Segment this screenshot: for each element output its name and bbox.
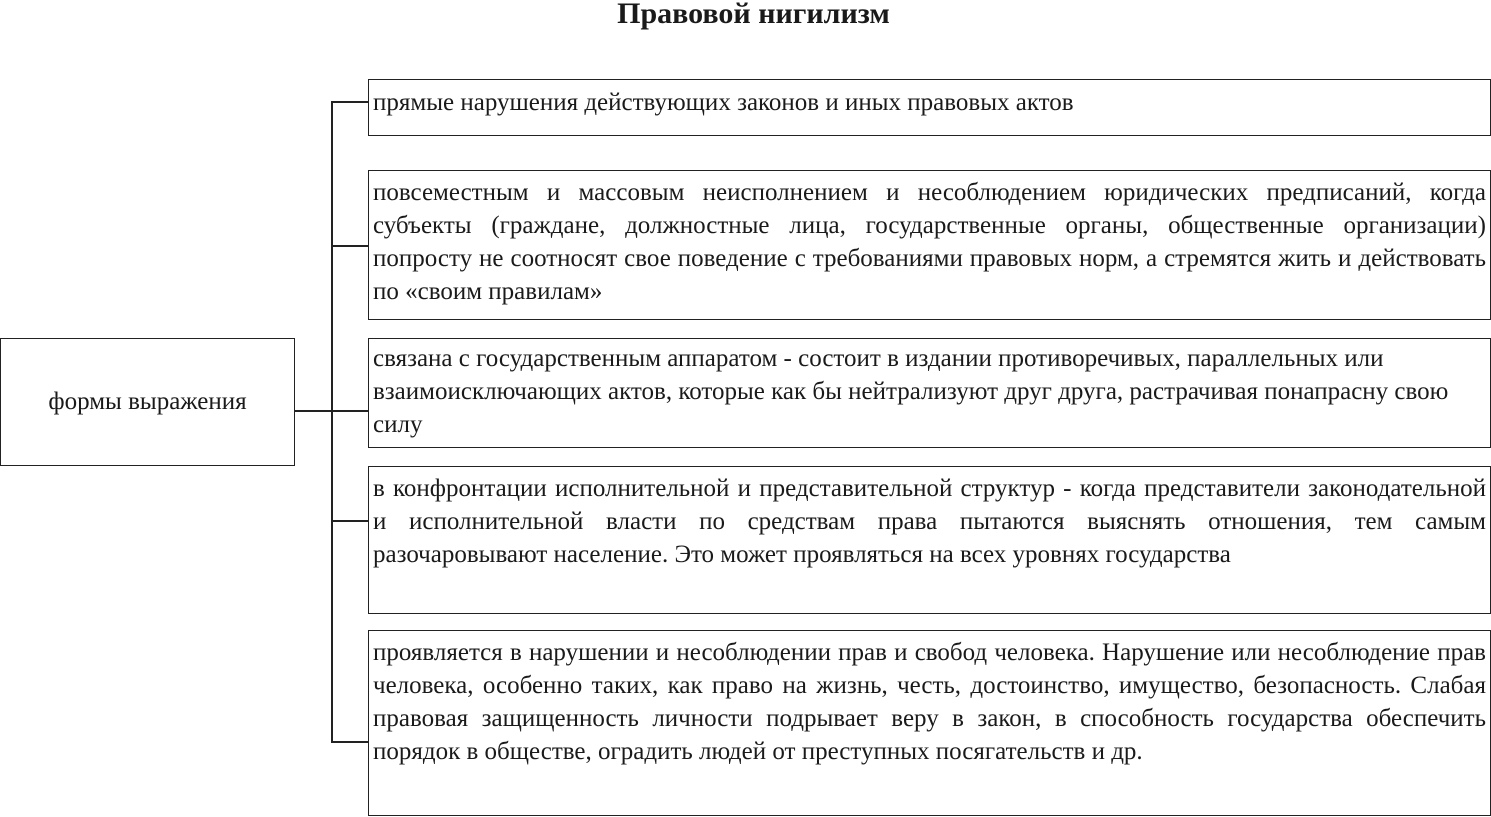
connector-spine <box>331 101 333 742</box>
connector-root <box>295 410 332 412</box>
form-item-text-5: проявляется в нарушении и несоблюдении прав и свобод человека. Нарушение или несоблюдение прав человека, особенно таких, как право на жизнь, честь, достоинство, имущество, безопасность. Слабая правовая защищенность личности подрывает веру в закон, в способность государства обеспечить порядок в обществе, оградить людей от преступных посягательств и др. <box>373 639 1486 765</box>
form-item-box-4 <box>368 466 1491 614</box>
connector-item-3 <box>331 410 369 412</box>
connector-item-5 <box>331 741 369 743</box>
form-item-box-3 <box>368 338 1491 448</box>
form-item-box-1 <box>368 79 1491 136</box>
root-node-box <box>0 338 295 466</box>
connector-item-1 <box>331 101 369 103</box>
form-item-text-4: в конфронтации исполнительной и представительной структур - когда представители законодательной и исполнительной власти по средствам права пытаются выяснять отношения, тем самым разочаровывают население. Это может проявляться на всех уровнях государства <box>373 475 1486 568</box>
connector-item-4 <box>331 520 369 522</box>
form-item-box-2 <box>368 170 1491 320</box>
connector-item-2 <box>331 245 369 247</box>
form-item-text-3: связана с государственным аппаратом - состоит в издании противоречивых, параллельных или взаимоисключающих актов, которые как бы нейтрализуют друг друга, растрачивая понапрасну свою силу <box>373 345 1449 438</box>
root-node-label: формы выражения <box>48 388 247 415</box>
diagram-title: Правовой нигилизм <box>617 0 890 30</box>
form-item-text-2: повсеместным и массовым неисполнением и несоблюдением юридических предписаний, когда субъекты (граждане, должностные лица, государственные органы, общественные организации) попросту не соотносят свое поведение с требованиями правовых норм, а стремятся жить и действовать по «своим правилам» <box>373 179 1486 305</box>
form-item-box-5 <box>368 630 1491 816</box>
form-item-text-1: прямые нарушения действующих законов и иных правовых актов <box>373 89 1074 116</box>
